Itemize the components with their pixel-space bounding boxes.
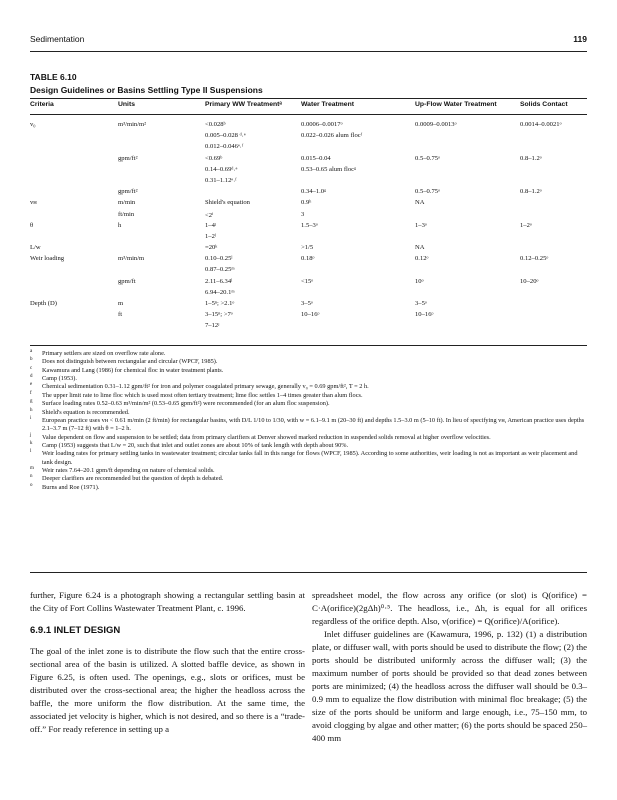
footnote xyxy=(30,392,587,400)
table-cell: gpm/ft² xyxy=(118,154,138,162)
footnote-mark: g xyxy=(30,399,33,405)
table-cell: NA xyxy=(415,199,425,207)
table-cell: 3–15ⁿ; >7ᵒ xyxy=(205,311,233,319)
table-cell: 0.9ʰ xyxy=(301,199,312,207)
table-row xyxy=(30,155,587,166)
table-cell: 0.8–1.2ᵒ xyxy=(520,188,542,196)
table-cell: 1–2ᵒ xyxy=(520,221,532,229)
footnote-text: Shield's equation is recommended. xyxy=(42,408,130,416)
table-cell: 0.31–1.12ᵉ˒ᶠ xyxy=(205,176,237,184)
table-cell: v₀ xyxy=(30,121,36,128)
footnote-mark: a xyxy=(30,349,33,354)
table-cell: 0.34–1.0ᵍ xyxy=(301,188,327,196)
table-cell: 1–2ˡ xyxy=(205,232,216,240)
table-cell: 2.11–6.34ˡ xyxy=(205,277,233,285)
table-cell: 0.87–0.25ᵐ xyxy=(205,266,235,274)
footnote-text: Weir loading rates for primary settling tanks in wastewater treatment; circular tanks fall in this range for flows (WPCF, 1985). According to some authorities, weir loading is not as important as weir placement and tank design. xyxy=(42,450,578,466)
table-cell: 0.015–0.04 xyxy=(301,154,331,162)
table-cell: <2ⁱ xyxy=(205,211,214,219)
table-cell: 0.14–0.69ᵈ˒ᵉ xyxy=(205,165,238,173)
footnote xyxy=(30,400,587,408)
col-header-upflow: Up-Flow Water Treatment xyxy=(415,101,497,108)
table-row xyxy=(30,211,587,222)
footnote-mark: j xyxy=(30,432,32,438)
table-bottom-rule xyxy=(30,345,587,346)
table-row xyxy=(30,199,587,210)
footnote xyxy=(30,450,587,467)
footnote xyxy=(30,358,587,366)
table-cell: <0.028ᵇ xyxy=(205,121,226,128)
footnote-mark: m xyxy=(30,466,34,472)
footnote-text: Camp (1953) suggests that L/w = 20, such that inlet and outlet zones are about 10% of tank length with depth about 90%. xyxy=(42,441,349,449)
table-header-row xyxy=(30,101,587,113)
footnote-mark: o xyxy=(30,482,33,488)
table-cell: =20ᵏ xyxy=(205,244,218,252)
table-row xyxy=(30,289,587,300)
footnote-mark: d xyxy=(30,374,33,380)
table-cell: 6.94–20.1ᵐ xyxy=(205,288,235,296)
table-cell: Weir loading xyxy=(30,255,65,263)
footnote-mark: n xyxy=(30,474,33,480)
col-header-solids-contact: Solids Contact xyxy=(520,101,568,108)
table-cell: L/w xyxy=(30,244,41,252)
table-row xyxy=(30,166,587,177)
table-cell: 1–5ⁿ; >2.1ᵒ xyxy=(205,300,235,307)
footnote-mark: e xyxy=(30,382,33,388)
table-row xyxy=(30,188,587,199)
table-cell: m³/min/m xyxy=(118,255,145,263)
table-cell: ft/min xyxy=(118,210,135,218)
header-section-title: Sedimentation xyxy=(30,34,85,44)
table-cell: 0.12–0.25ᵒ xyxy=(520,255,549,263)
table-top-rule xyxy=(30,98,587,99)
page-number: 119 xyxy=(573,34,587,44)
body-paragraph: further, Figure 6.24 is a photograph showing a rectangular settling basin at the City of Fort Collins Wastewater Treatment Plant, c. 1996. xyxy=(30,590,305,613)
table-row xyxy=(30,132,587,143)
table-cell: 0.0006–0.0017ᵒ xyxy=(301,121,343,128)
footnotes-rule xyxy=(30,572,587,573)
table-row xyxy=(30,121,587,132)
body-paragraph: Inlet diffuser guidelines are (Kawamura, 1996, p. 132) (1) a distribution plate, or diffuser wall, with ports should be used to distribute the flow; (2) the ports should be distributed uniformly across the diffuser wall; (3) the maximum number of ports should be provided so that dead zones between ports are minimized; (4) the headloss across the diffuser wall should be 0.3–0.9 mm to equalize the flow distribution with minimal floc breakage; (5) the size of the ports should be uniform and large enough, i.e., 75–150 mm, to avoid clogging by algae and other matter; (6) the ports should be spaced 250–400 mm xyxy=(312,629,587,743)
body-paragraph: The goal of the inlet zone is to distribute the flow such that the entire cross-sectional area of the basin is utilized. A slotted baffle device, as shown in Figure 6.25, is often used. The openings, e.g., slots or orifices, must be distributed over the cross-sectional area; the higher the headloss across the baffle, the more uniform the flow distribution. At the same time, the associated jet velocity is higher, which is not desired, and so there is a “trade-off.” For ready reference in setting up a xyxy=(30,646,305,734)
right-column xyxy=(312,589,587,745)
table-row xyxy=(30,322,587,333)
table-cell: 0.0014–0.0021ᵒ xyxy=(520,121,562,128)
footnote xyxy=(30,434,587,442)
table-cell: <0.69ᵇ xyxy=(205,154,223,162)
header-rule xyxy=(30,51,587,52)
table-cell: 0.0009–0.0013ᵒ xyxy=(415,121,457,128)
footnote xyxy=(30,375,587,383)
table-row xyxy=(30,300,587,311)
footnote xyxy=(30,467,587,475)
table-cell: 1–4ʲ xyxy=(205,221,216,229)
footnote xyxy=(30,484,587,492)
footnote-mark: i xyxy=(30,415,32,421)
footnote-text: Primary settlers are sized on overflow rate alone. xyxy=(42,350,166,357)
table-row xyxy=(30,143,587,154)
table-cell: 10ᵒ xyxy=(415,277,424,285)
table-cell: m xyxy=(118,300,124,307)
footnote-text: Value dependent on flow and suspension to be settled; data from primary clarifiers at Denver showed marked reduction in suspended solids removal at higher overflow velocities. xyxy=(42,433,491,441)
table-body xyxy=(30,121,587,334)
table-cell: 3–5ᵒ xyxy=(301,300,313,307)
table-cell: h xyxy=(118,221,122,229)
table-row xyxy=(30,255,587,266)
table-cell: <15ᵒ xyxy=(301,277,314,285)
body-paragraph: spreadsheet model, the flow across any orifice (or slot) is Q(orifice) = C·A(orifice)(2gΔh)⁰·⁵. The headloss, i.e., Δh, is equal for all orifices regardless of the orifice depth. Also, v(orifice) = Q(orifice)/A(orifice). xyxy=(312,590,587,626)
table-row xyxy=(30,233,587,244)
footnote-text: Kawamura and Lang (1986) for chemical floc in water treatment plants. xyxy=(42,366,224,374)
footnote-text: Weir rates 7.64–20.1 gpm/ft depending on nature of chemical solids. xyxy=(42,467,215,475)
table-cell: >1/5 xyxy=(301,244,314,252)
table-row xyxy=(30,266,587,277)
table-cell: gpm/ft² xyxy=(118,188,138,196)
table-cell: m³/min/m² xyxy=(118,121,147,128)
table-cell: 10–20ᵒ xyxy=(520,277,539,285)
table-cell: gpm/ft xyxy=(118,277,136,285)
footnote-mark: k xyxy=(30,440,33,446)
table-cell: 0.5–0.75ᵒ xyxy=(415,188,440,196)
footnote-text: Chemical sedimentation 0.31–1.12 gpm/ft² for iron and polymer coagulated primary sewage, generally v₀ = 0.69 gpm/ft², T = 2 h. xyxy=(42,383,369,391)
left-column xyxy=(30,589,305,736)
table-cell: 1–3ᵒ xyxy=(415,221,427,229)
table-footnotes xyxy=(30,350,587,492)
col-header-primary-ww: Primary WW Treatmentᵃ xyxy=(205,101,282,108)
table-cell: 3 xyxy=(301,210,305,218)
table-cell: 7–12ʲ xyxy=(205,322,220,330)
footnote xyxy=(30,367,587,375)
table-cell: Depth (D) xyxy=(30,300,57,307)
table-cell: Shield's equation xyxy=(205,199,250,207)
table-row xyxy=(30,311,587,322)
footnote-text: European practice uses vʜ < 0.61 m/min (2 ft/min) for rectangular basins, with D/L 1/10 to 1/30, with w = 6.1–9.1 m (20–30 ft) and depths 1.5–3.0 m (5–10 ft). In lieu of specifying vʜ, American practice uses depths 2.1–3.7 m (7–12 ft) with θ = 1–2 h. xyxy=(42,416,585,433)
table-cell: 0.005–0.028 ᵈ˒ᵉ xyxy=(205,132,246,140)
footnote xyxy=(30,409,587,417)
section-heading: 6.9.1 INLET DESIGN xyxy=(30,625,121,636)
footnote-text: Camp (1953). xyxy=(42,375,77,383)
footnote-mark: l xyxy=(30,449,32,455)
table-cell: 0.12ᵒ xyxy=(415,255,429,263)
table-cell: 0.8–1.2ᵒ xyxy=(520,154,542,162)
footnote-text: Deeper clarifiers are recommended but the question of depth is debated. xyxy=(42,475,224,483)
table-cell: 0.012–0.046ᵉ˒ᶠ xyxy=(205,143,244,151)
table-cell: 1.5–3ᵒ xyxy=(301,221,318,229)
table-cell: 10–16ᵒ xyxy=(415,311,434,319)
footnote-text: Does not distinguish between rectangular and circular (WPCF, 1985). xyxy=(42,358,218,366)
table-row xyxy=(30,244,587,255)
table-cell: 0.5–0.75ᵒ xyxy=(415,154,440,162)
footnote xyxy=(30,475,587,483)
footnote-text: Surface loading rates 0.52–0.63 m³/min/m² (0.53–0.65 gpm/ft²) were recommended (for an alum floc suspension). xyxy=(42,400,330,408)
table-cell: vʜ xyxy=(30,199,37,207)
table-cell: m/min xyxy=(118,199,136,207)
footnote-mark: c xyxy=(30,365,33,371)
table-row xyxy=(30,222,587,233)
table-cell: 0.022–0.026 alum flocᶠ xyxy=(301,132,363,140)
footnote xyxy=(30,417,587,434)
table-row xyxy=(30,278,587,289)
table-title: Design Guidelines or Basins Settling Type II Suspensions xyxy=(30,85,263,95)
table-cell: 0.18ᵒ xyxy=(301,255,315,263)
table-cell: 0.10–0.25ˡ xyxy=(205,255,233,263)
footnote xyxy=(30,350,587,358)
table-cell: 3–5ᵒ xyxy=(415,300,427,307)
table-row xyxy=(30,177,587,188)
col-header-water-treatment: Water Treatment xyxy=(301,101,355,108)
running-header xyxy=(30,34,587,48)
footnote-mark: f xyxy=(30,390,32,396)
col-header-units: Units xyxy=(118,101,135,108)
footnote-mark: h xyxy=(30,407,33,413)
footnote xyxy=(30,442,587,450)
table-cell: 10–16ᵒ xyxy=(301,311,320,319)
footnote-mark: b xyxy=(30,357,33,363)
footnote-text: Burns and Roe (1971). xyxy=(42,483,100,491)
table-cell: θ xyxy=(30,221,34,229)
footnote xyxy=(30,383,587,391)
table-label: TABLE 6.10 xyxy=(30,72,77,82)
table-cell: ft xyxy=(118,311,123,319)
table-header-rule xyxy=(30,114,587,115)
col-header-criteria: Criteria xyxy=(30,101,54,108)
table-cell: 0.53–0.65 alum flocᵍ xyxy=(301,165,357,173)
table-cell: NA xyxy=(415,244,425,252)
footnote-text: The upper limit rate to lime floc which is used most often tertiary treatment; lime floc settles 1–4 times greater than alum flocs. xyxy=(42,391,363,399)
